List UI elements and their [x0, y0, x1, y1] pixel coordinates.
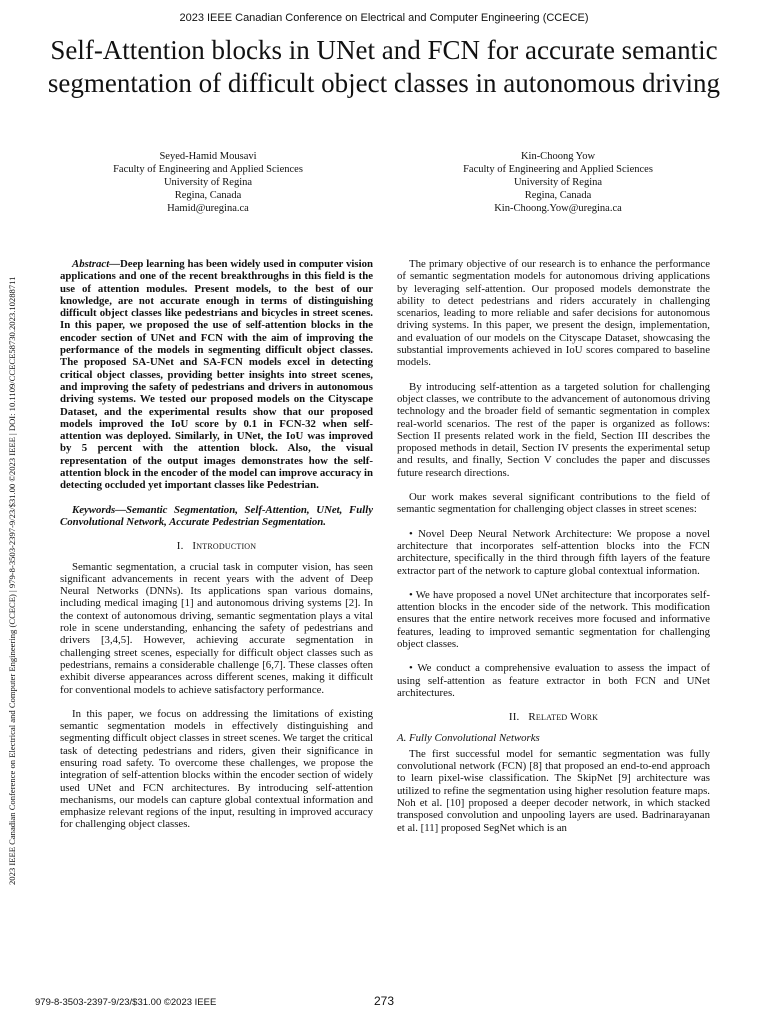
section-number: II. — [508, 711, 520, 724]
abstract-lead: Abstract— — [72, 258, 120, 270]
author-univ: University of Regina — [513, 177, 603, 188]
section-title: Introduction — [192, 540, 257, 553]
right-paragraph-3: Our work makes several significant contributions to the field of semantic segmentation for challenging object classes in street scenes: — [397, 491, 710, 516]
doi-sidebar: 2023 IEEE Canadian Conference on Electrical and Computer Engineering (CCECE) | 979-8-3503-2397-9/23/$31.00 ©2023 IEEE | DOI: 10.1109/CCECE58730.2023.10288711 — [7, 276, 17, 885]
author-city: Regina, Canada — [524, 190, 592, 201]
right-paragraph-2: By introducing self-attention as a targeted solution for challenging object classes, we contribute to the advancement of autonomous driving technology and the broader field of semantic segmentation in complex real-world scenarios. The rest of the paper is organized as follows: Section II presents related work in the field, Section III describes the proposed methods in detail, Section IV presents the experimental setup and results, and finally, Section V concludes the paper and discusses future research directions. — [397, 380, 710, 479]
author-email[interactable]: Kin-Choong.Yow@uregina.ca — [494, 203, 622, 214]
paper-title: Self-Attention blocks in UNet and FCN for accurate semantic segmentation of difficult object classes in autonomous driving — [47, 35, 721, 98]
section-number: I. — [176, 540, 184, 553]
author-name: Seyed-Hamid Mousavi — [159, 151, 257, 162]
section-heading-introduction — [60, 540, 373, 552]
abstract-text: Deep learning has been widely used in computer vision applications and one of the recent breakthroughs in this field is the use of attention modules. Present models, to the best of our knowledge, are not accurate enough in terms of distinguishing difficult object classes like pedestrians and bicycles in street scenes. In this paper, we proposed the use of self-attention blocks in the encoder section of UNet and FCN with the aim of improving the performance of the models in segmenting difficult object classes. The proposed SA-UNet and SA-FCN models excel in detecting critical object classes, providing better insights into street scenes, and improving the safety of pedestrians and drivers in autonomous driving systems. We tested our proposed models on the Cityscape Dataset, and the experimental results show that our proposed models improved the IoU score by 0.1 in FCN-32 when self-attention was deployed. Similarly, in UNet, the IoU was improved by 5 percent with the attention block. Also, the visual representation of the output images demonstrates how the self-attention block in the encoder of the model can improve accuracy in detecting occluded yet important classes like Pedestrian. — [60, 258, 373, 492]
intro-paragraph-2: In this paper, we focus on addressing the limitations of existing semantic segmentation models in effectively distinguishing and segmenting difficult object classes in street scenes. We target the critical task of detecting pedestrians and riders, given their significance in ensuring road safety. To overcome these challenges, we propose the integration of self-attention blocks within the encoder section of widely used UNet and FCN architectures. By introducing self-attention mechanisms, our models can capture global contextual information and emphasize relevant regions of the input, resulting in improved accuracy for challenging object classes. — [60, 707, 373, 831]
author-block-2 — [408, 150, 708, 215]
left-column — [60, 258, 373, 843]
contribution-bullet-1: • Novel Deep Neural Network Architecture: We propose a novel architecture that incorporates self-attention blocks into the FCN architecture, specifically in the third through fifth layers of the feature extractor part of the network to capture global contextual information. — [397, 527, 710, 577]
keywords: Keywords—Semantic Segmentation, Self-Attention, UNet, Fully Convolutional Network, Accurate Pedestrian Segmentation. — [60, 503, 373, 528]
author-city: Regina, Canada — [174, 190, 242, 201]
contribution-bullet-3: • We conduct a comprehensive evaluation to assess the impact of using self-attention as feature extractor in both FCN and UNet architectures. — [397, 662, 710, 699]
abstract — [60, 258, 373, 492]
author-dept: Faculty of Engineering and Applied Sciences — [113, 164, 303, 175]
intro-paragraph-1: Semantic segmentation, a crucial task in computer vision, has seen significant advancements in recent years with the advent of Deep Neural Networks (DNNs). Its applications span various domains, including medical imaging [1] and autonomous driving systems [2]. In the context of autonomous driving, semantic segmentation plays a vital role in scene understanding, enhancing the safety of pedestrians and drivers [3,4,5]. However, achieving accurate segmentation in challenging street scenes, especially for difficult object classes such as pedestrians, remains a considerable challenge [6,7]. These classes often exhibit diverse appearances across different scenes, making it difficult for conventional models to achieve satisfactory performance. — [60, 560, 373, 696]
section-heading-related-work — [397, 711, 710, 723]
author-dept: Faculty of Engineering and Applied Sciences — [463, 164, 653, 175]
author-name: Kin-Choong Yow — [520, 151, 596, 162]
right-paragraph-1: The primary objective of our research is to enhance the performance of semantic segmentation models for autonomous driving applications by leveraging self-attention. Our proposed models demonstrate the ability to detect pedestrians and riders accurately in challenging scenarios, leading to more reliable and safer decisions for autonomous driving systems. In this paper, we present the design, implementation, and evaluation of our models on the Cityscape Dataset, showcasing the substantial improvements achieved in IoU scores compared to baseline models. — [397, 258, 710, 369]
right-column — [397, 258, 710, 846]
conference-header: 2023 IEEE Canadian Conference on Electrical and Computer Engineering (CCECE) — [179, 12, 589, 24]
footer-isbn: 979-8-3503-2397-9/23/$31.00 ©2023 IEEE — [35, 997, 217, 1008]
related-paragraph: The first successful model for semantic segmentation was fully convolutional network (FCN) [8] that proposed an end-to-end approach to learn pixel-wise classification. The SkipNet [9] architecture was utilized to refine the segmentation using higher resolution feature maps. Noh et al. [10] proposed a deeper decoder network, in which stacked transposed convolution and unpooling layers are used. Badrinarayanan et al. [11] proposed SegNet which is an — [397, 747, 710, 834]
page-number: 273 — [373, 994, 395, 1008]
contribution-bullet-2: • We have proposed a novel UNet architecture that incorporates self-attention blocks in the encoder side of the network. This modification ensures that the entire network receives more focused and informative features, leading to improved semantic segmentation for challenging object classes. — [397, 588, 710, 651]
section-title: Related Work — [528, 711, 599, 724]
subsection-heading: A. Fully Convolutional Networks — [397, 731, 540, 744]
author-block-1 — [58, 150, 358, 215]
author-univ: University of Regina — [163, 177, 253, 188]
author-email[interactable]: Hamid@uregina.ca — [167, 203, 249, 214]
